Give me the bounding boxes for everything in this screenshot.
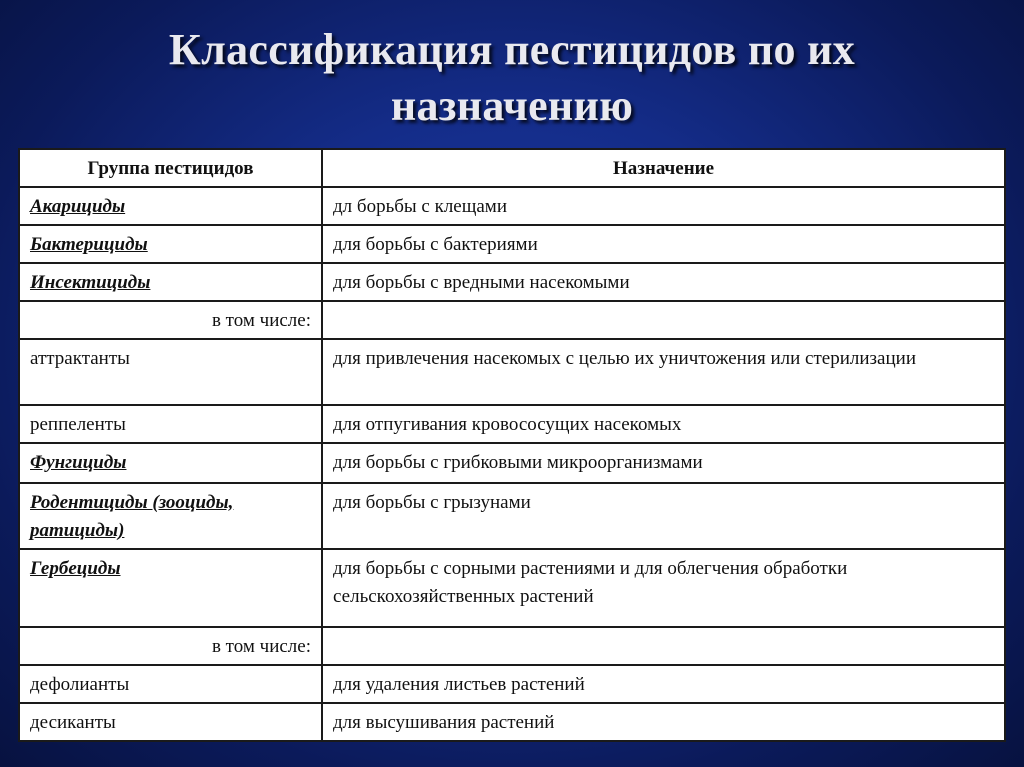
slide-title-line-2: назначению bbox=[390, 81, 634, 130]
table-row bbox=[19, 483, 1005, 549]
table-row bbox=[19, 301, 1005, 339]
group-cell: Бактерициды bbox=[19, 225, 322, 263]
table-row bbox=[19, 665, 1005, 703]
purpose-cell: для борьбы с бактериями bbox=[322, 225, 1005, 263]
group-cell: дефолианты bbox=[19, 665, 322, 703]
table-header-row bbox=[19, 149, 1005, 187]
purpose-cell: для борьбы с грызунами bbox=[322, 483, 1005, 549]
table-row bbox=[19, 225, 1005, 263]
group-cell: десиканты bbox=[19, 703, 322, 741]
purpose-cell: для удаления листьев растений bbox=[322, 665, 1005, 703]
group-cell: Инсектициды bbox=[19, 263, 322, 301]
group-cell: аттрактанты bbox=[19, 339, 322, 405]
table-row bbox=[19, 187, 1005, 225]
header-purpose: Назначение bbox=[322, 149, 1005, 187]
purpose-cell bbox=[322, 301, 1005, 339]
group-cell: Гербециды bbox=[19, 549, 322, 627]
slide-title-line-1: Классификация пестицидов по их bbox=[168, 25, 856, 74]
purpose-cell: дл борьбы с клещами bbox=[322, 187, 1005, 225]
purpose-cell: для привлечения насекомых с целью их уничтожения или стерилизации bbox=[322, 339, 1005, 405]
group-cell: Родентициды (зооциды, ратициды) bbox=[19, 483, 322, 549]
table-row bbox=[19, 549, 1005, 627]
purpose-cell: для отпугивания кровососущих насекомых bbox=[322, 405, 1005, 443]
table-row bbox=[19, 627, 1005, 665]
header-group: Группа пестицидов bbox=[19, 149, 322, 187]
subgroup-label: в том числе: bbox=[19, 301, 322, 339]
purpose-cell: для борьбы с вредными насекомыми bbox=[322, 263, 1005, 301]
purpose-cell bbox=[322, 627, 1005, 665]
table-row bbox=[19, 263, 1005, 301]
slide-title bbox=[0, 22, 1024, 134]
purpose-cell: для высушивания растений bbox=[322, 703, 1005, 741]
table-row bbox=[19, 443, 1005, 483]
purpose-cell: для борьбы с сорными растениями и для облегчения обработки сельскохозяйственных растений bbox=[322, 549, 1005, 627]
purpose-cell: для борьбы с грибковыми микроорганизмами bbox=[322, 443, 1005, 483]
pesticide-classification-table bbox=[18, 148, 1006, 742]
group-cell: Акарициды bbox=[19, 187, 322, 225]
group-cell: Фунгициды bbox=[19, 443, 322, 483]
table-row bbox=[19, 405, 1005, 443]
table-row bbox=[19, 339, 1005, 405]
group-cell: реппеленты bbox=[19, 405, 322, 443]
table-row bbox=[19, 703, 1005, 741]
subgroup-label: в том числе: bbox=[19, 627, 322, 665]
